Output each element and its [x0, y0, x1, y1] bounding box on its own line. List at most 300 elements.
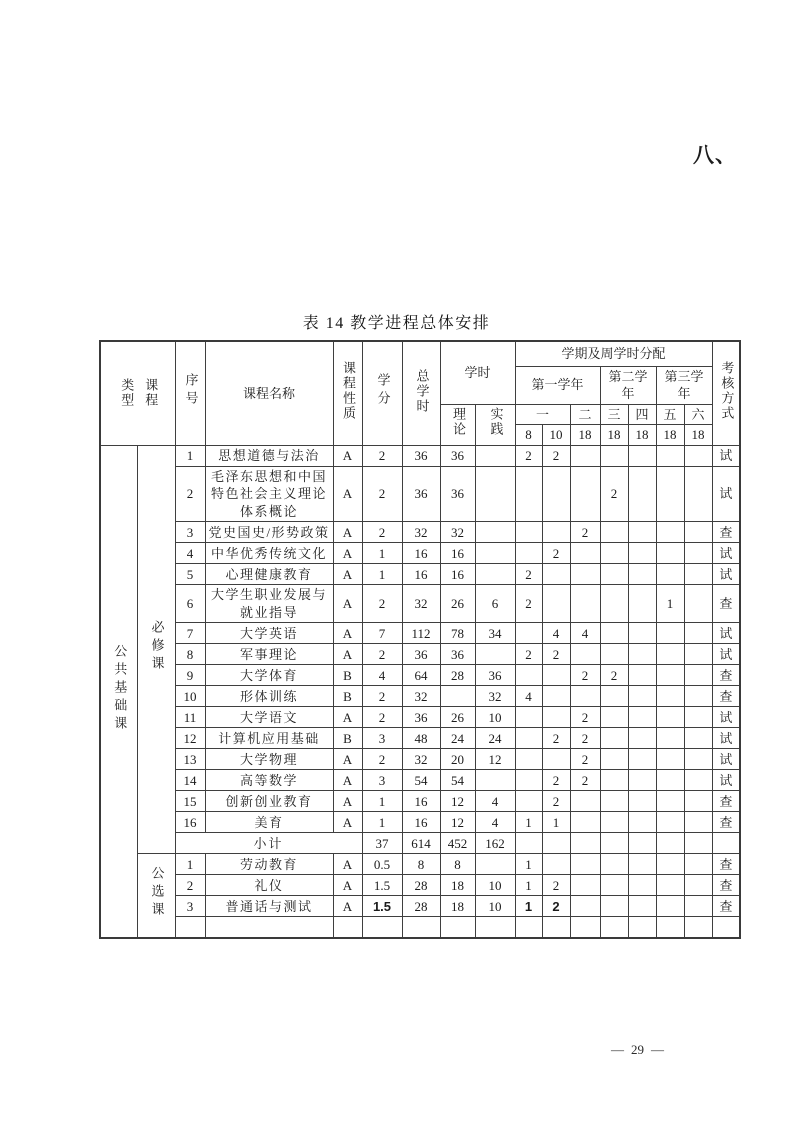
subtotal-practice-hours: 162: [475, 833, 515, 854]
cell-credits: 1: [362, 564, 402, 585]
cell-theory-hours: 12: [440, 812, 475, 833]
cell-semester-hours: [684, 812, 712, 833]
cell-theory-hours: 28: [440, 665, 475, 686]
cell-credits: 7: [362, 623, 402, 644]
cell-semester-hours: [570, 585, 600, 623]
cell-exam-method: 查: [712, 585, 740, 623]
cell-semester-hours: [656, 749, 684, 770]
cell-semester-hours: [684, 644, 712, 665]
cell-semester-hours: [570, 875, 600, 896]
cell-exam-method: 试: [712, 564, 740, 585]
cell-semester-hours: [628, 854, 656, 875]
cell-semester-hours: [656, 564, 684, 585]
cell-semester-hours: [515, 728, 542, 749]
cell-semester-hours: [684, 728, 712, 749]
cell-semester-hours: [542, 466, 570, 522]
cell-nature: B: [333, 665, 362, 686]
empty-cell: [712, 833, 740, 854]
cell-seq: 4: [175, 543, 205, 564]
cell-semester-hours: [570, 466, 600, 522]
cell-semester-hours: [684, 665, 712, 686]
cell-seq: 1: [175, 854, 205, 875]
empty-cell: [175, 917, 205, 938]
cell-semester-hours: [600, 812, 628, 833]
empty-cell: [684, 833, 712, 854]
cell-credits: 3: [362, 770, 402, 791]
cell-credits: 2: [362, 749, 402, 770]
cell-exam-method: 查: [712, 791, 740, 812]
subtotal-total-hours: 614: [402, 833, 440, 854]
cell-semester-hours: [628, 445, 656, 466]
cell-semester-hours: [628, 623, 656, 644]
cell-semester-hours: [628, 707, 656, 728]
cell-course-name: 美育: [205, 812, 333, 833]
header-weeks-4: 18: [600, 425, 628, 446]
cell-practice-hours: [475, 854, 515, 875]
empty-cell: [515, 833, 542, 854]
cell-semester-hours: [656, 445, 684, 466]
cell-semester-hours: 2: [570, 665, 600, 686]
cell-semester-hours: [656, 644, 684, 665]
cell-course-name: 大学语文: [205, 707, 333, 728]
cell-seq: 5: [175, 564, 205, 585]
header-theory-label: 理论: [450, 407, 466, 438]
header-weeks-3: 18: [570, 425, 600, 446]
cell-exam-method: 查: [712, 686, 740, 707]
cell-theory-hours: 26: [440, 707, 475, 728]
cell-total-hours: 64: [402, 665, 440, 686]
cell-credits: 2: [362, 585, 402, 623]
cell-course-name: 中华优秀传统文化: [205, 543, 333, 564]
cell-semester-hours: 1: [515, 854, 542, 875]
cell-semester-hours: [628, 466, 656, 522]
cell-course-name: 党史国史/形势政策: [205, 522, 333, 543]
cell-semester-hours: [628, 686, 656, 707]
cell-course-name: 大学体育: [205, 665, 333, 686]
cell-practice-hours: [475, 466, 515, 522]
subtotal-theory-hours: 452: [440, 833, 475, 854]
table-row: [100, 564, 740, 585]
cell-semester-hours: [570, 812, 600, 833]
empty-cell: [600, 833, 628, 854]
cell-semester-hours: [628, 522, 656, 543]
empty-cell: [656, 833, 684, 854]
cell-semester-hours: 2: [542, 445, 570, 466]
cell-semester-hours: 4: [570, 623, 600, 644]
cell-seq: 14: [175, 770, 205, 791]
header-theory: [440, 404, 475, 445]
cell-exam-method: 试: [712, 543, 740, 564]
cell-semester-hours: 4: [542, 623, 570, 644]
cell-exam-method: 试: [712, 749, 740, 770]
cell-semester-hours: [628, 812, 656, 833]
cell-semester-hours: [600, 564, 628, 585]
cell-semester-hours: 2: [542, 728, 570, 749]
cell-semester-hours: [542, 665, 570, 686]
header-exam-method: [712, 341, 740, 445]
cell-semester-hours: [656, 812, 684, 833]
cell-semester-hours: [684, 585, 712, 623]
cell-exam-method: 查: [712, 896, 740, 917]
cell-total-hours: 16: [402, 812, 440, 833]
cell-exam-method: 查: [712, 854, 740, 875]
cell-semester-hours: [684, 854, 712, 875]
cell-semester-hours: [684, 466, 712, 522]
cell-semester-hours: [570, 686, 600, 707]
table-row: [100, 854, 740, 875]
cell-semester-hours: 2: [570, 707, 600, 728]
cell-total-hours: 36: [402, 707, 440, 728]
empty-cell: [402, 917, 440, 938]
cell-semester-hours: [656, 791, 684, 812]
cell-semester-hours: [542, 749, 570, 770]
cell-semester-hours: [628, 875, 656, 896]
header-weeks-5: 18: [628, 425, 656, 446]
header-credits: [362, 341, 402, 445]
cell-exam-method: 试: [712, 770, 740, 791]
cell-semester-hours: [628, 543, 656, 564]
cell-semester-hours: [684, 623, 712, 644]
empty-cell: [515, 917, 542, 938]
course-group-label-label: 公共基础课: [112, 644, 128, 735]
header-course-type-left: 类型: [119, 378, 135, 409]
cell-semester-hours: [628, 896, 656, 917]
cell-nature: A: [333, 466, 362, 522]
cell-seq: 15: [175, 791, 205, 812]
cell-semester-hours: 2: [542, 875, 570, 896]
cell-semester-hours: [515, 623, 542, 644]
header-weeks-6: 18: [656, 425, 684, 446]
cell-credits: 1.5: [362, 875, 402, 896]
cell-exam-method: 查: [712, 665, 740, 686]
cell-practice-hours: 10: [475, 707, 515, 728]
cell-practice-hours: 34: [475, 623, 515, 644]
cell-semester-hours: [628, 791, 656, 812]
cell-semester-hours: [600, 445, 628, 466]
header-sem-1: 一: [515, 404, 570, 425]
cell-nature: A: [333, 585, 362, 623]
cell-total-hours: 32: [402, 686, 440, 707]
cell-total-hours: 32: [402, 585, 440, 623]
header-course-nature-label: 课程性质: [340, 361, 356, 422]
cell-semester-hours: [656, 854, 684, 875]
cell-credits: 1.5: [362, 896, 402, 917]
header-row: [100, 341, 740, 366]
cell-theory-hours: 16: [440, 543, 475, 564]
cell-semester-hours: [656, 522, 684, 543]
cell-semester-hours: [628, 728, 656, 749]
cell-theory-hours: 36: [440, 445, 475, 466]
empty-cell: [362, 917, 402, 938]
cell-theory-hours: 78: [440, 623, 475, 644]
cell-theory-hours: 32: [440, 522, 475, 543]
cell-credits: 0.5: [362, 854, 402, 875]
footer-dash-right: —: [651, 1042, 664, 1057]
cell-nature: A: [333, 854, 362, 875]
cell-semester-hours: 2: [570, 728, 600, 749]
empty-cell: [628, 833, 656, 854]
cell-semester-hours: [600, 623, 628, 644]
cell-semester-hours: [570, 644, 600, 665]
cell-exam-method: 试: [712, 707, 740, 728]
empty-cell: [570, 833, 600, 854]
cell-semester-hours: [600, 522, 628, 543]
cell-theory-hours: 54: [440, 770, 475, 791]
cell-seq: 10: [175, 686, 205, 707]
cell-credits: 2: [362, 445, 402, 466]
header-total-hours: [402, 341, 440, 445]
table-row: [100, 875, 740, 896]
cell-nature: A: [333, 875, 362, 896]
cell-theory-hours: [440, 686, 475, 707]
header-sem-4: 四: [628, 404, 656, 425]
cell-theory-hours: 18: [440, 896, 475, 917]
cell-exam-method: 查: [712, 522, 740, 543]
cell-seq: 16: [175, 812, 205, 833]
cell-total-hours: 28: [402, 875, 440, 896]
empty-cell: [542, 917, 570, 938]
header-sem-2: 二: [570, 404, 600, 425]
page-footer: [575, 1042, 700, 1058]
cell-nature: A: [333, 522, 362, 543]
cell-semester-hours: [684, 543, 712, 564]
cell-semester-hours: [542, 707, 570, 728]
cell-course-name: 创新创业教育: [205, 791, 333, 812]
cell-credits: 1: [362, 543, 402, 564]
cell-exam-method: 试: [712, 466, 740, 522]
cell-exam-method: 试: [712, 728, 740, 749]
cell-practice-hours: 32: [475, 686, 515, 707]
empty-cell: [440, 917, 475, 938]
cell-nature: A: [333, 707, 362, 728]
cell-seq: 11: [175, 707, 205, 728]
cell-semester-hours: [600, 644, 628, 665]
cell-semester-hours: 2: [542, 543, 570, 564]
cell-semester-hours: [515, 770, 542, 791]
cell-nature: A: [333, 791, 362, 812]
cell-seq: 7: [175, 623, 205, 644]
table-row: [100, 466, 740, 522]
cell-semester-hours: 2: [515, 585, 542, 623]
cell-exam-method: 试: [712, 644, 740, 665]
cell-course-name: 心理健康教育: [205, 564, 333, 585]
cell-semester-hours: 2: [570, 749, 600, 770]
table-row: [100, 791, 740, 812]
cell-semester-hours: [600, 854, 628, 875]
cell-semester-hours: [570, 445, 600, 466]
cell-semester-hours: [570, 896, 600, 917]
table-row: [100, 665, 740, 686]
cell-total-hours: 36: [402, 644, 440, 665]
cell-total-hours: 16: [402, 564, 440, 585]
cell-semester-hours: 2: [542, 770, 570, 791]
cell-semester-hours: 1: [656, 585, 684, 623]
teaching-schedule-table: [99, 340, 741, 939]
table-row: [100, 686, 740, 707]
cell-theory-hours: 36: [440, 644, 475, 665]
header-weeks-7: 18: [684, 425, 712, 446]
cell-credits: 2: [362, 686, 402, 707]
header-seq-label: 序号: [183, 373, 199, 410]
cell-semester-hours: [570, 791, 600, 812]
cell-exam-method: 查: [712, 875, 740, 896]
cell-seq: 13: [175, 749, 205, 770]
cell-total-hours: 28: [402, 896, 440, 917]
cell-course-name: 高等数学: [205, 770, 333, 791]
cell-theory-hours: 26: [440, 585, 475, 623]
cell-semester-hours: [656, 875, 684, 896]
cell-course-name: 计算机应用基础: [205, 728, 333, 749]
cell-practice-hours: 6: [475, 585, 515, 623]
cell-exam-method: 试: [712, 445, 740, 466]
header-course-type-right: 课程: [143, 378, 159, 409]
cell-semester-hours: 2: [515, 644, 542, 665]
cell-semester-hours: [515, 466, 542, 522]
cell-semester-hours: [600, 791, 628, 812]
cell-seq: 1: [175, 445, 205, 466]
cell-semester-hours: [515, 543, 542, 564]
cell-practice-hours: [475, 564, 515, 585]
cell-semester-hours: [684, 686, 712, 707]
cell-semester-hours: [628, 585, 656, 623]
cell-semester-hours: [656, 665, 684, 686]
cell-credits: 1: [362, 812, 402, 833]
header-course-nature: [333, 341, 362, 445]
cell-course-name: 大学生职业发展与就业指导: [205, 585, 333, 623]
cell-course-name: 劳动教育: [205, 854, 333, 875]
empty-cell: [684, 917, 712, 938]
cell-credits: 2: [362, 644, 402, 665]
cell-semester-hours: [656, 896, 684, 917]
cell-semester-hours: [628, 644, 656, 665]
empty-cell: [712, 917, 740, 938]
section-label: [137, 854, 175, 938]
header-practice: [475, 404, 515, 445]
cell-practice-hours: [475, 445, 515, 466]
cell-semester-hours: [515, 707, 542, 728]
page-number: 29: [631, 1042, 644, 1057]
cell-semester-hours: [600, 585, 628, 623]
cell-semester-hours: [570, 543, 600, 564]
cell-theory-hours: 12: [440, 791, 475, 812]
cell-semester-hours: 2: [570, 770, 600, 791]
cell-nature: A: [333, 644, 362, 665]
cell-theory-hours: 16: [440, 564, 475, 585]
header-sem-3: 三: [600, 404, 628, 425]
cell-course-name: 军事理论: [205, 644, 333, 665]
cell-semester-hours: [600, 728, 628, 749]
table-row: [100, 707, 740, 728]
cell-seq: 3: [175, 896, 205, 917]
cell-semester-hours: 2: [570, 522, 600, 543]
cell-semester-hours: [628, 564, 656, 585]
cell-semester-hours: [570, 564, 600, 585]
cell-seq: 2: [175, 466, 205, 522]
course-group-label: [100, 445, 137, 938]
table-row: [100, 644, 740, 665]
empty-cell: [600, 917, 628, 938]
cell-semester-hours: [600, 686, 628, 707]
cell-semester-hours: 1: [542, 812, 570, 833]
cell-course-name: 大学英语: [205, 623, 333, 644]
header-course-type: [100, 341, 175, 445]
cell-theory-hours: 18: [440, 875, 475, 896]
table-row: [100, 728, 740, 749]
cell-practice-hours: [475, 770, 515, 791]
header-sem-5: 五: [656, 404, 684, 425]
header-year2: 第二学年: [600, 366, 656, 404]
cell-seq: 12: [175, 728, 205, 749]
cell-course-name: 礼仪: [205, 875, 333, 896]
cell-semester-hours: [656, 466, 684, 522]
cell-course-name: 毛泽东思想和中国特色社会主义理论体系概论: [205, 466, 333, 522]
table-row: [100, 623, 740, 644]
cell-nature: A: [333, 623, 362, 644]
cell-practice-hours: 4: [475, 791, 515, 812]
cell-semester-hours: 4: [515, 686, 542, 707]
cell-semester-hours: 2: [515, 445, 542, 466]
cell-semester-hours: 2: [600, 466, 628, 522]
empty-cell: [542, 833, 570, 854]
cell-nature: A: [333, 812, 362, 833]
cell-semester-hours: [656, 770, 684, 791]
cell-semester-hours: [542, 686, 570, 707]
table-row: [100, 812, 740, 833]
cell-seq: 2: [175, 875, 205, 896]
table-title: 表 14 教学进程总体安排: [302, 315, 491, 332]
cell-semester-hours: 1: [515, 896, 542, 917]
cell-semester-hours: [684, 896, 712, 917]
header-course-name: 课程名称: [205, 341, 333, 445]
cell-semester-hours: [600, 875, 628, 896]
section-label: [137, 445, 175, 854]
cell-semester-hours: 2: [515, 564, 542, 585]
cell-nature: A: [333, 749, 362, 770]
cell-total-hours: 32: [402, 749, 440, 770]
empty-cell: [205, 917, 333, 938]
cell-practice-hours: [475, 644, 515, 665]
cell-nature: A: [333, 445, 362, 466]
header-exam-method-label: 考核方式: [719, 361, 735, 422]
cell-seq: 6: [175, 585, 205, 623]
section-label-label: 公选课: [149, 866, 165, 921]
cell-total-hours: 16: [402, 791, 440, 812]
table-row: [100, 749, 740, 770]
cell-semester-hours: 1: [515, 875, 542, 896]
cell-semester-hours: [542, 522, 570, 543]
cell-seq: 8: [175, 644, 205, 665]
cell-semester-hours: [628, 749, 656, 770]
cell-semester-hours: [628, 665, 656, 686]
cell-exam-method: 试: [712, 623, 740, 644]
cell-semester-hours: [656, 707, 684, 728]
table-row: [100, 445, 740, 466]
cell-semester-hours: [515, 665, 542, 686]
cell-semester-hours: [600, 543, 628, 564]
cell-credits: 2: [362, 466, 402, 522]
cell-semester-hours: [684, 770, 712, 791]
cell-semester-hours: [684, 522, 712, 543]
table-row: [100, 522, 740, 543]
footer-dash-left: —: [611, 1042, 624, 1057]
cell-practice-hours: 24: [475, 728, 515, 749]
cell-course-name: 形体训练: [205, 686, 333, 707]
empty-cell: [475, 917, 515, 938]
cell-semester-hours: [656, 728, 684, 749]
cell-semester-hours: [684, 564, 712, 585]
table-row: [100, 770, 740, 791]
cell-credits: 2: [362, 522, 402, 543]
